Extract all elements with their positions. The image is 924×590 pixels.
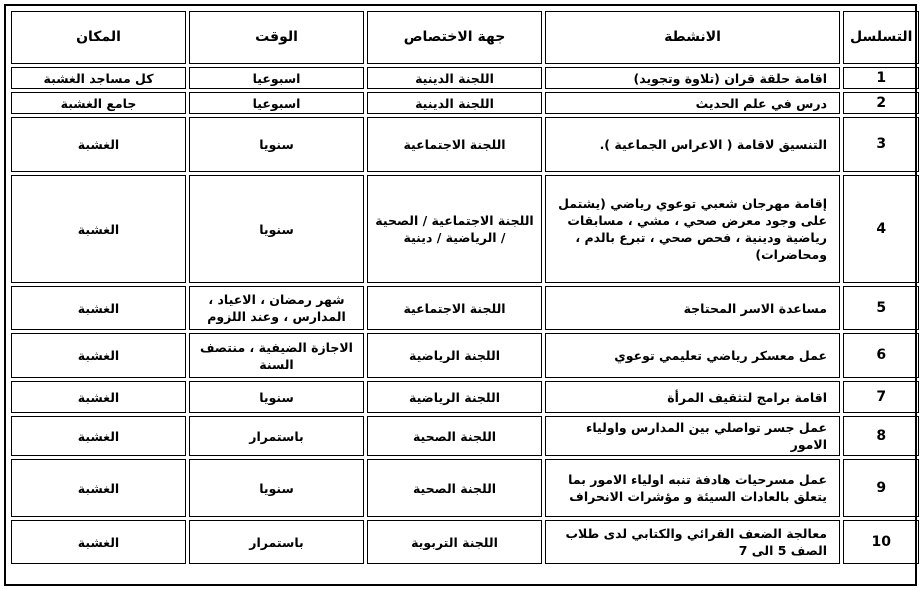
cell-activity: مساعدة الاسر المحتاجة bbox=[545, 286, 840, 330]
cell-place: الغشبة bbox=[11, 416, 186, 456]
cell-party: اللجنة الدينية bbox=[367, 92, 542, 114]
cell-serial: 3 bbox=[843, 117, 919, 172]
cell-place: الغشبة bbox=[11, 117, 186, 172]
cell-place: الغشبة bbox=[11, 459, 186, 517]
header-time: الوقت bbox=[189, 11, 364, 64]
cell-activity: عمل معسكر رياضي تعليمي توعوي bbox=[545, 333, 840, 378]
cell-place: الغشبة bbox=[11, 286, 186, 330]
cell-activity: معالجة الضعف القرائي والكتابي لدى طلاب الصف 5 الى 7 bbox=[545, 520, 840, 564]
cell-place: الغشبة bbox=[11, 381, 186, 413]
cell-time: اسبوعيا bbox=[189, 92, 364, 114]
cell-party: اللجنة الاجتماعية bbox=[367, 117, 542, 172]
cell-activity: عمل مسرحيات هادفة تنبه اولياء الامور بما يتعلق بالعادات السيئة و مؤشرات الانحراف bbox=[545, 459, 840, 517]
table-row bbox=[11, 459, 919, 517]
cell-place: الغشبة bbox=[11, 520, 186, 564]
cell-time: باستمرار bbox=[189, 416, 364, 456]
table-row bbox=[11, 333, 919, 378]
header-party: جهة الاختصاص bbox=[367, 11, 542, 64]
cell-time: سنويا bbox=[189, 117, 364, 172]
cell-serial: 9 bbox=[843, 459, 919, 517]
cell-place: كل مساجد الغشبة bbox=[11, 67, 186, 89]
table-row bbox=[11, 67, 919, 89]
header-row bbox=[11, 11, 919, 64]
cell-time: اسبوعيا bbox=[189, 67, 364, 89]
cell-activity: اقامة برامج لتثقيف المرأة bbox=[545, 381, 840, 413]
cell-place: جامع الغشبة bbox=[11, 92, 186, 114]
header-place: المكان bbox=[11, 11, 186, 64]
cell-serial: 8 bbox=[843, 416, 919, 456]
cell-serial: 6 bbox=[843, 333, 919, 378]
table-row bbox=[11, 175, 919, 283]
cell-time: سنويا bbox=[189, 175, 364, 283]
cell-party: اللجنة الرياضية bbox=[367, 333, 542, 378]
cell-time: سنويا bbox=[189, 381, 364, 413]
table-row bbox=[11, 92, 919, 114]
cell-party: اللجنة الصحية bbox=[367, 459, 542, 517]
cell-serial: 1 bbox=[843, 67, 919, 89]
cell-party: اللجنة الرياضية bbox=[367, 381, 542, 413]
cell-serial: 7 bbox=[843, 381, 919, 413]
cell-party: اللجنة الصحية bbox=[367, 416, 542, 456]
cell-time: سنويا bbox=[189, 459, 364, 517]
header-activity: الانشطة bbox=[545, 11, 840, 64]
cell-serial: 4 bbox=[843, 175, 919, 283]
cell-activity: اقامة حلقة قران (تلاوة وتجويد) bbox=[545, 67, 840, 89]
cell-serial: 10 bbox=[843, 520, 919, 564]
cell-time: الاجازة الضيفية ، منتصف السنة bbox=[189, 333, 364, 378]
table-row bbox=[11, 117, 919, 172]
cell-activity: عمل جسر تواصلي بين المدارس واولياء الامور bbox=[545, 416, 840, 456]
cell-serial: 2 bbox=[843, 92, 919, 114]
cell-activity: درس في علم الحديث bbox=[545, 92, 840, 114]
cell-serial: 5 bbox=[843, 286, 919, 330]
table-row bbox=[11, 520, 919, 564]
cell-place: الغشبة bbox=[11, 175, 186, 283]
cell-activity: التنسيق لاقامة ( الاعراس الجماعية ). bbox=[545, 117, 840, 172]
cell-party: اللجنة الاجتماعية / الصحية / الرياضية / دينية bbox=[367, 175, 542, 283]
cell-time: باستمرار bbox=[189, 520, 364, 564]
activities-table bbox=[8, 8, 922, 567]
table-row bbox=[11, 381, 919, 413]
cell-activity: إقامة مهرجان شعبي توعوي رياضي (يشتمل على وجود معرض صحي ، مشي ، مسابقات رياضية ودينية ، فحص صحي ، تبرع بالدم ، ومحاضرات) bbox=[545, 175, 840, 283]
cell-party: اللجنة التربوية bbox=[367, 520, 542, 564]
table-row bbox=[11, 286, 919, 330]
header-serial: التسلسل bbox=[843, 11, 919, 64]
cell-time: شهر رمضان ، الاعياد ، المدارس ، وعند اللزوم bbox=[189, 286, 364, 330]
cell-party: اللجنة الاجتماعية bbox=[367, 286, 542, 330]
cell-place: الغشبة bbox=[11, 333, 186, 378]
cell-party: اللجنة الدينية bbox=[367, 67, 542, 89]
table-row bbox=[11, 416, 919, 456]
